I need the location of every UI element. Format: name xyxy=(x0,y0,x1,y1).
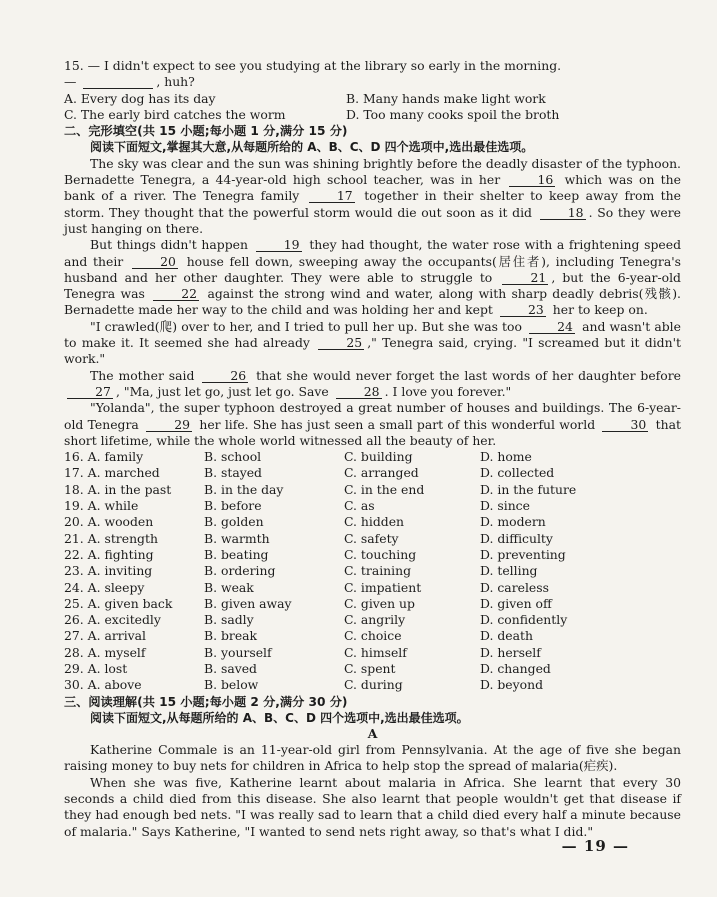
option-choice-a[interactable]: 16. A. family xyxy=(64,449,144,465)
section2-instruction: 阅读下面短文,掌握其大意,从每题所给的 A、B、C、D 四个选项中,选出最佳选项。 xyxy=(90,140,534,155)
option-choice-d[interactable]: D. since xyxy=(480,498,530,514)
cloze-text: her life. She has just seen a small part of this wonderful world xyxy=(199,416,596,432)
section3-instruction: 阅读下面短文,从每题所给的 A、B、C、D 四个选项中,选出最佳选项。 xyxy=(90,710,469,725)
option-row xyxy=(64,498,681,514)
option-choice-d[interactable]: D. herself xyxy=(480,644,541,660)
option-choice-c[interactable]: C. hidden xyxy=(344,514,405,530)
option-choice-a[interactable]: 19. A. while xyxy=(64,498,139,514)
option-choice-d[interactable]: D. beyond xyxy=(480,677,544,693)
passage-text: raising money to buy nets for children in Africa to help stop the spread of malaria(疟疾). xyxy=(64,758,618,774)
option-choice-b[interactable]: B. weak xyxy=(204,579,254,595)
option-choice-b[interactable]: B. stayed xyxy=(204,465,262,481)
cloze-text: "I crawled(爬) over to her, and I tried to pull her up. But she was too xyxy=(90,318,522,334)
cloze-text: The mother said xyxy=(90,367,195,383)
q15-stem: 15. — I didn't expect to see you studying at the library so early in the morning. xyxy=(64,58,562,73)
blank-20[interactable]: 20 xyxy=(132,255,178,269)
option-choice-d[interactable]: D. careless xyxy=(480,579,549,595)
cloze-text: they had thought, the water rose with a frightening speed and xyxy=(64,237,681,269)
option-choice-d[interactable]: D. confidently xyxy=(480,612,568,628)
option-row xyxy=(64,563,681,579)
section2-heading: 二、完形填空(共 15 小题;每小题 1 分,满分 15 分) xyxy=(64,124,348,139)
option-choice-a[interactable]: 26. A. excitedly xyxy=(64,612,161,628)
option-row xyxy=(64,465,681,481)
passage-a-title: A xyxy=(367,726,378,742)
option-choice-c[interactable]: C. training xyxy=(344,563,412,579)
cloze-text: able to make it. It seemed she had already xyxy=(64,318,681,351)
option-choice-b[interactable]: B. school xyxy=(204,449,262,465)
option-choice-c[interactable]: C. arranged xyxy=(344,465,419,481)
option-row xyxy=(64,547,681,563)
cloze-text: that the powerful storm would die out soon as it did xyxy=(198,204,532,220)
option-choice-a[interactable]: 18. A. in the past xyxy=(64,481,172,497)
option-choice-b[interactable]: B. beating xyxy=(204,546,269,562)
blank-25[interactable]: 25 xyxy=(318,336,364,350)
cloze-text: Bernadette Tenegra, a 44-year-old high school teacher, was in her xyxy=(64,172,501,188)
cloze-text: against the strong wind and water, along with sharp deadly debris(残骸). Bernadette xyxy=(64,286,681,318)
cloze-text: house fell down, sweeping away the occupants(居住者), including Tenegra's xyxy=(186,253,681,269)
q15-options-row-1 xyxy=(64,91,681,107)
passage-text: Katherine Commale is an 11-year-old girl from Pennsylvania. At the age of five she began xyxy=(90,742,681,758)
option-choice-a[interactable]: 23. A. inviting xyxy=(64,563,153,579)
section3-heading: 三、阅读理解(共 15 小题;每小题 2 分,满分 30 分) xyxy=(64,694,348,709)
page-number: — 19 — xyxy=(561,837,629,855)
option-choice-d[interactable]: D. home xyxy=(480,449,532,465)
option-choice-b[interactable]: B. warmth xyxy=(204,530,270,546)
blank-27[interactable]: 27 xyxy=(67,385,113,399)
cloze-text: her to keep on. xyxy=(552,302,648,318)
option-row xyxy=(64,596,681,612)
option-choice-b[interactable]: B. saved xyxy=(204,660,257,676)
passage-text: Katherine, "I wanted to send nets right away, so that's what I did." xyxy=(174,823,594,839)
option-choice-b[interactable]: B. ordering xyxy=(204,563,276,579)
option-choice-c[interactable]: C. in the end xyxy=(344,481,425,497)
blank-29[interactable]: 29 xyxy=(146,418,192,432)
option-choice-a[interactable]: 28. A. myself xyxy=(64,644,146,660)
q15-option-b[interactable]: B. Many hands make light work xyxy=(346,90,546,106)
option-choice-c[interactable]: C. touching xyxy=(344,546,417,562)
blank-23[interactable]: 23 xyxy=(500,303,546,317)
cloze-text: husband and her other daughter. They were able to struggle to xyxy=(64,269,493,285)
option-choice-c[interactable]: C. angrily xyxy=(344,612,406,628)
blank-21[interactable]: 21 xyxy=(502,271,548,285)
cloze-text: , but the 6-year-old Tenegra xyxy=(64,269,681,302)
blank-24[interactable]: 24 xyxy=(529,320,575,334)
blank-30[interactable]: 30 xyxy=(602,418,648,432)
option-choice-b[interactable]: B. golden xyxy=(204,514,264,530)
cloze-options-grid xyxy=(64,449,681,693)
cloze-text: ," Tenegra said, crying. "I screamed but it xyxy=(367,335,640,351)
cloze-paragraph-4 xyxy=(64,368,681,401)
cloze-text: river. The Tenegra family xyxy=(133,188,300,204)
blank-26[interactable]: 26 xyxy=(202,369,248,383)
cloze-text: lifetime, while the whole world witnessed all the beauty of her. xyxy=(100,432,497,448)
blank-28[interactable]: 28 xyxy=(336,385,382,399)
option-choice-c[interactable]: C. impatient xyxy=(344,579,422,595)
blank-19[interactable]: 19 xyxy=(256,238,302,252)
option-choice-d[interactable]: D. preventing xyxy=(480,546,566,562)
q15-reply-dash: — xyxy=(64,74,77,90)
option-choice-c[interactable]: C. given up xyxy=(344,595,415,611)
option-choice-d[interactable]: D. difficulty xyxy=(480,530,553,546)
option-choice-d[interactable]: D. death xyxy=(480,628,533,644)
cloze-text: which was on the bank of a xyxy=(64,172,681,204)
option-row xyxy=(64,628,681,644)
cloze-text: and wasn't xyxy=(582,318,651,334)
q15-option-a[interactable]: A. Every dog has its day xyxy=(64,90,216,106)
cloze-text: their xyxy=(93,253,124,269)
cloze-text: that short xyxy=(64,416,681,448)
option-row xyxy=(64,612,681,628)
blank-17[interactable]: 17 xyxy=(309,189,355,203)
option-choice-a[interactable]: 27. A. arrival xyxy=(64,628,147,644)
option-row xyxy=(64,531,681,547)
q15-reply-suffix: , huh? xyxy=(156,74,195,90)
option-choice-d[interactable]: D. modern xyxy=(480,514,546,530)
q15-reply xyxy=(64,74,681,90)
option-choice-b[interactable]: B. sadly xyxy=(204,612,254,628)
passage-a-paragraph-1 xyxy=(64,742,681,775)
option-choice-d[interactable]: D. in the future xyxy=(480,481,577,497)
option-choice-a[interactable]: 20. A. wooden xyxy=(64,514,154,530)
option-choice-c[interactable]: C. safety xyxy=(344,530,399,546)
option-choice-d[interactable]: D. given off xyxy=(480,595,552,611)
q15-options-row-2 xyxy=(64,107,681,123)
blank-18[interactable]: 18 xyxy=(540,206,586,220)
option-choice-a[interactable]: 25. A. given back xyxy=(64,595,173,611)
cloze-text: But things didn't happen xyxy=(90,237,248,253)
option-row xyxy=(64,514,681,530)
cloze-paragraph-3 xyxy=(64,319,681,368)
option-choice-b[interactable]: B. break xyxy=(204,628,258,644)
cloze-text: old Tenegra xyxy=(64,416,139,432)
cloze-text: The sky was clear and the sun was shining brightly before the deadly disaster of the typhoon. xyxy=(90,155,681,171)
cloze-text: . So they were just hanging on there. xyxy=(64,204,681,236)
option-row xyxy=(64,661,681,677)
option-choice-a[interactable]: 30. A. above xyxy=(64,677,142,693)
option-row xyxy=(64,482,681,498)
cloze-paragraph-5 xyxy=(64,400,681,449)
option-choice-a[interactable]: 24. A. sleepy xyxy=(64,579,145,595)
option-row xyxy=(64,645,681,661)
option-choice-b[interactable]: B. before xyxy=(204,498,262,514)
option-choice-c[interactable]: C. himself xyxy=(344,644,407,660)
option-choice-b[interactable]: B. below xyxy=(204,677,259,693)
passage-text: When she was five, Katherine learnt about malaria in Africa. She learnt that every 30 seconds a xyxy=(64,774,681,807)
cloze-text: was xyxy=(120,286,145,302)
option-choice-c[interactable]: C. spent xyxy=(344,660,396,676)
option-choice-c[interactable]: C. choice xyxy=(344,628,402,644)
option-row xyxy=(64,580,681,596)
cloze-text: , "Ma, just let go, just let go. Save xyxy=(116,383,329,399)
option-choice-b[interactable]: B. yourself xyxy=(204,644,272,660)
option-choice-d[interactable]: D. changed xyxy=(480,660,551,676)
passage-text: bed nets. "I was really sad to learn that a child died every half a minute because of malaria." Says xyxy=(64,807,681,839)
passage-a-paragraph-2 xyxy=(64,775,681,840)
option-choice-b[interactable]: B. given away xyxy=(204,595,292,611)
cloze-text: together in their shelter to keep away from the storm. They thought xyxy=(64,188,681,220)
q15-answer-blank[interactable] xyxy=(83,75,153,89)
option-choice-a[interactable]: 21. A. strength xyxy=(64,530,158,546)
blank-16[interactable]: 16 xyxy=(509,173,555,187)
cloze-text: didn't work." xyxy=(64,335,681,367)
option-choice-c[interactable]: C. during xyxy=(344,677,403,693)
option-choice-a[interactable]: 22. A. fighting xyxy=(64,546,154,562)
option-choice-b[interactable]: B. in the day xyxy=(204,481,284,497)
cloze-text: . I love you forever." xyxy=(384,383,512,399)
option-choice-c[interactable]: C. building xyxy=(344,449,413,465)
passage-text: child died from this disease. She also learnt that people wouldn't get that disease if they had enough xyxy=(64,791,681,823)
q15-option-c[interactable]: C. The early bird catches the worm xyxy=(64,106,286,122)
cloze-text: "Yolanda", the super typhoon destroyed a great number of houses and buildings. The 6-year- xyxy=(90,400,681,416)
cloze-paragraph-2 xyxy=(64,237,681,318)
option-choice-d[interactable]: D. telling xyxy=(480,563,538,579)
blank-22[interactable]: 22 xyxy=(153,287,199,301)
cloze-text: made her way to the child and was holding her and kept xyxy=(138,302,493,318)
cloze-text: that she would never forget the last words of her daughter before xyxy=(256,367,681,383)
option-choice-a[interactable]: 29. A. lost xyxy=(64,660,128,676)
option-choice-c[interactable]: C. as xyxy=(344,498,375,514)
cloze-paragraph-1 xyxy=(64,156,681,237)
option-row xyxy=(64,677,681,693)
option-choice-a[interactable]: 17. A. marched xyxy=(64,465,160,481)
option-row xyxy=(64,449,681,465)
option-choice-d[interactable]: D. collected xyxy=(480,465,555,481)
q15-option-d[interactable]: D. Too many cooks spoil the broth xyxy=(346,106,560,122)
